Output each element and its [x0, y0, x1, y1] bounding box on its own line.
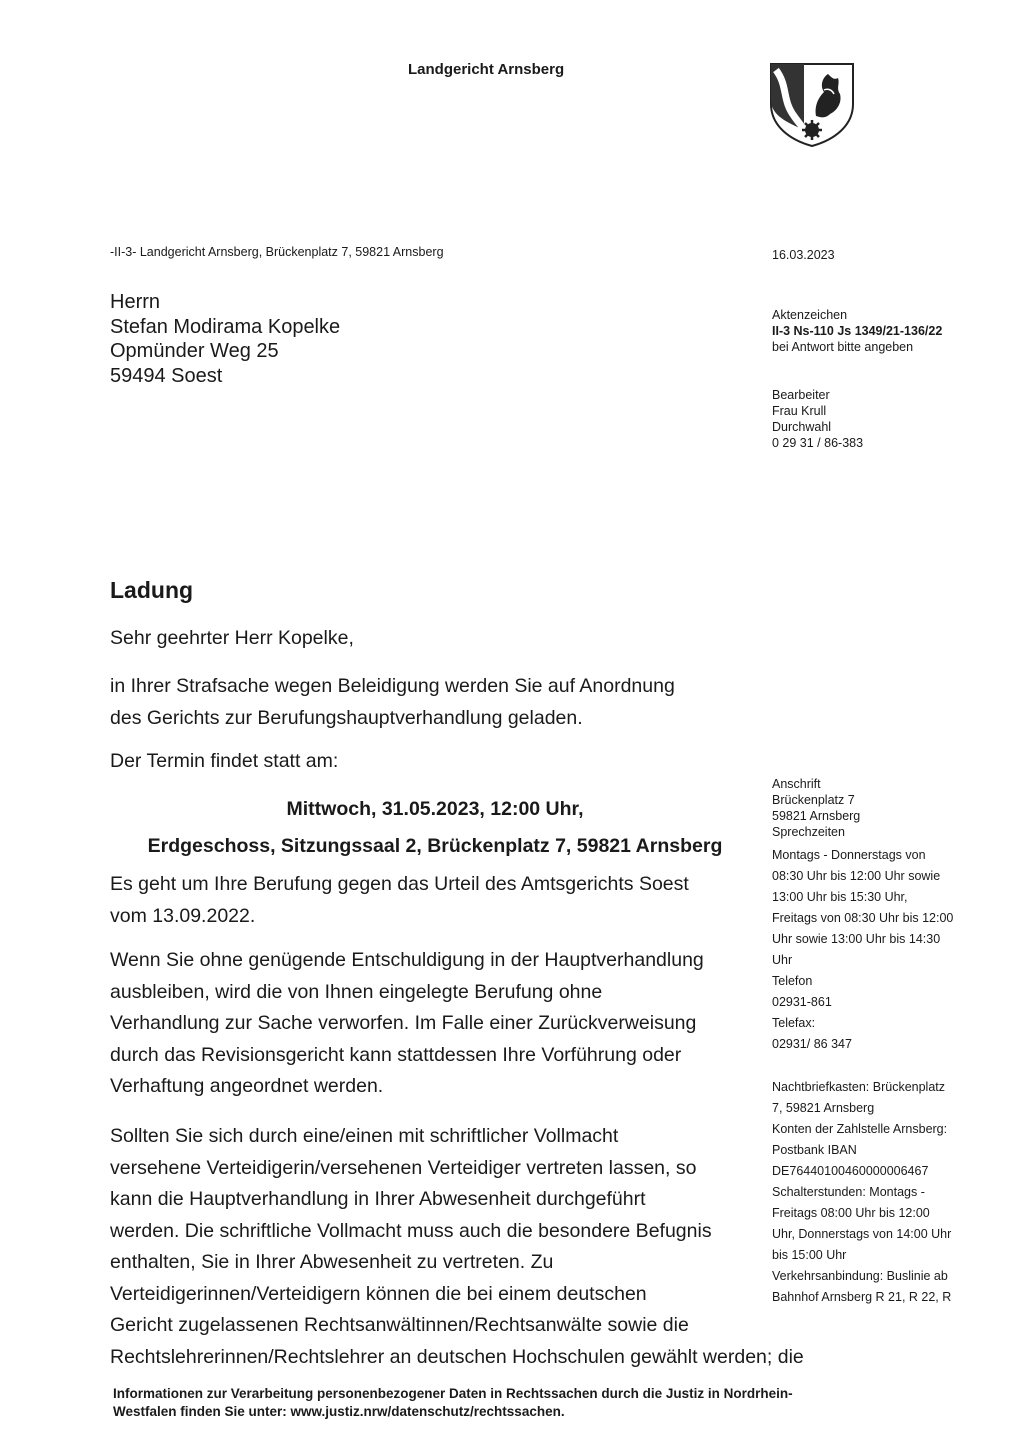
- recipient-street: Opmünder Weg 25: [110, 340, 279, 362]
- paragraph-date-intro: Der Termin findet statt am:: [110, 750, 339, 772]
- text-line: durch das Revisionsgericht kann stattdessen Ihre Vorführung oder: [110, 1043, 682, 1066]
- sidebar-line: Nachtbriefkasten: Brückenplatz: [772, 1080, 946, 1094]
- sidebar-line: Postbank IBAN: [772, 1143, 857, 1157]
- sidebar-line: Uhr, Donnerstags von 14:00 Uhr: [772, 1227, 952, 1241]
- sidebar-line: Uhr sowie 13:00 Uhr bis 14:30: [772, 932, 941, 946]
- sidebar-line: Verkehrsanbindung: Buslinie ab: [772, 1269, 948, 1283]
- recipient-salutation: Herrn: [110, 291, 161, 313]
- sidebar-line: 02931-861: [772, 995, 832, 1009]
- sidebar-line: Anschrift: [772, 777, 821, 791]
- sidebar-line: Telefon: [772, 974, 813, 988]
- text-line: Rechtslehrerinnen/Rechtslehrer an deutschen Hochschulen gewählt werden; die: [110, 1345, 804, 1368]
- sidebar-address: [772, 776, 860, 840]
- text-line: enthalten, Sie in Ihrer Abwesenheit zu vertreten. Zu: [110, 1251, 554, 1273]
- recipient-name: Stefan Modirama Kopelke: [110, 315, 341, 338]
- sidebar-line: Sprechzeiten: [772, 825, 845, 839]
- text-line: Verhandlung zur Sache verworfen. Im Falle einer Zurückverweisung: [110, 1012, 697, 1034]
- sidebar-line: 13:00 Uhr bis 15:30 Uhr,: [772, 890, 908, 904]
- text-line: Verteidigerinnen/Verteidigern können die bei einem deutschen: [110, 1282, 647, 1305]
- reference-label: Aktenzeichen: [772, 308, 848, 322]
- clerk-name: Frau Krull: [772, 404, 827, 418]
- sidebar-line: Konten der Zahlstelle Arnsberg:: [772, 1122, 948, 1136]
- sidebar-line: Freitags von 08:30 Uhr bis 12:00: [772, 911, 954, 925]
- sidebar-line: Montags - Donnerstags von: [772, 848, 926, 862]
- letter-salutation: Sehr geehrter Herr Kopelke,: [110, 627, 354, 649]
- clerk-block: [772, 387, 863, 451]
- clerk-phone: 0 29 31 / 86-383: [772, 436, 864, 450]
- text-line: vom 13.09.2022.: [110, 904, 256, 927]
- return-address: -II-3- Landgericht Arnsberg, Brückenplatz 7, 59821 Arnsberg: [110, 245, 444, 259]
- sidebar-line: 08:30 Uhr bis 12:00 Uhr sowie: [772, 869, 941, 883]
- sidebar-line: 02931/ 86 347: [772, 1037, 852, 1051]
- paragraph-appeal: [110, 869, 689, 932]
- appointment-details: [110, 791, 760, 865]
- paragraph-representation: [110, 1121, 804, 1373]
- text-line: Sollten Sie sich durch eine/einen mit schriftlicher Vollmacht: [110, 1125, 619, 1147]
- text-line: Gericht zugelassenen Rechtsanwältinnen/Rechtsanwälte sowie die: [110, 1314, 689, 1336]
- text-line: Wenn Sie ohne genügende Entschuldigung in der Hauptverhandlung: [110, 949, 704, 971]
- letter-date: 16.03.2023: [772, 248, 835, 262]
- text-line: in Ihrer Strafsache wegen Beleidigung werden Sie auf Anordnung: [110, 675, 675, 697]
- sidebar-line: bis 15:00 Uhr: [772, 1248, 847, 1262]
- letter-title: Ladung: [110, 577, 194, 603]
- footer-line: Informationen zur Verarbeitung personenbezogener Daten in Rechtssachen durch die Justiz in Nordrhein-: [113, 1386, 793, 1401]
- sidebar-line: Telefax:: [772, 1016, 816, 1030]
- reference-number: II-3 Ns-110 Js 1349/21-136/22: [772, 324, 943, 338]
- text-line: versehene Verteidigerin/versehenen Verteidiger vertreten lassen, so: [110, 1156, 697, 1179]
- text-line: Verhaftung angeordnet werden.: [110, 1075, 384, 1097]
- appointment-datetime: Mittwoch, 31.05.2023, 12:00 Uhr,: [286, 798, 584, 820]
- sidebar-contact: [772, 845, 953, 1055]
- sidebar-line: Brückenplatz 7: [772, 793, 855, 807]
- text-line: werden. Die schriftliche Vollmacht muss auch die besondere Befugnis: [110, 1219, 712, 1242]
- recipient-city: 59494 Soest: [110, 364, 223, 387]
- sidebar-line: 7, 59821 Arnsberg: [772, 1101, 875, 1115]
- text-line: des Gerichts zur Berufungshauptverhandlung geladen.: [110, 706, 583, 729]
- privacy-footer: [113, 1385, 793, 1421]
- sidebar-bank: [772, 1077, 951, 1308]
- sidebar-line: 59821 Arnsberg: [772, 809, 861, 823]
- nrw-coat-of-arms-icon: [768, 60, 856, 148]
- paragraph-absence-consequences: [110, 945, 704, 1103]
- court-name: Landgericht Arnsberg: [408, 61, 565, 78]
- sidebar-line: Schalterstunden: Montags -: [772, 1185, 925, 1199]
- recipient-address: [110, 290, 340, 388]
- clerk-label: Bearbeiter: [772, 388, 830, 402]
- text-line: ausbleiben, wird die von Ihnen eingelegte Berufung ohne: [110, 980, 603, 1003]
- paragraph-summons: [110, 671, 675, 734]
- sidebar-line: DE76440100460000006467: [772, 1164, 929, 1178]
- clerk-phone-label: Durchwahl: [772, 420, 832, 434]
- text-line: kann die Hauptverhandlung in Ihrer Abwesenheit durchgeführt: [110, 1188, 646, 1210]
- sidebar-line: Freitags 08:00 Uhr bis 12:00: [772, 1206, 930, 1220]
- sidebar-line: Bahnhof Arnsberg R 21, R 22, R: [772, 1290, 952, 1304]
- footer-line: Westfalen finden Sie unter: www.justiz.nrw/datenschutz/rechtssachen.: [113, 1404, 565, 1419]
- text-line: Es geht um Ihre Berufung gegen das Urteil des Amtsgerichts Soest: [110, 873, 689, 895]
- sidebar-line: Uhr: [772, 953, 793, 967]
- reference-block: [772, 307, 942, 355]
- appointment-location: Erdgeschoss, Sitzungssaal 2, Brückenplatz 7, 59821 Arnsberg: [147, 835, 723, 857]
- reference-note: bei Antwort bitte angeben: [772, 340, 914, 354]
